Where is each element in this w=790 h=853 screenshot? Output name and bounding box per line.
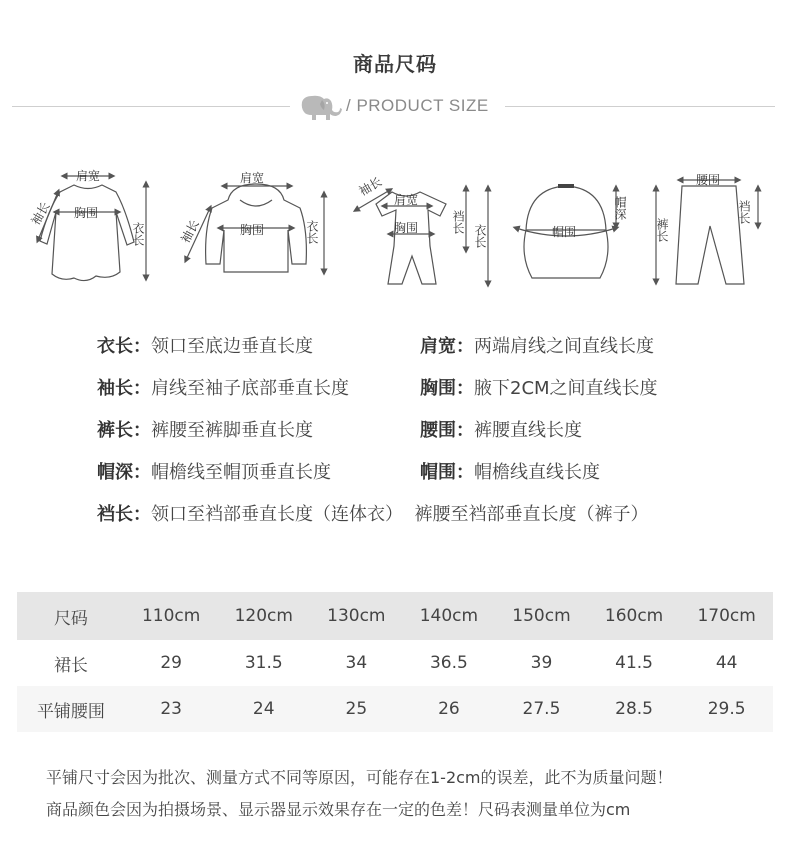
dress-chest-label: 胸围: [74, 206, 99, 220]
romper-diagram: [356, 188, 488, 284]
table-cell: 25: [310, 686, 403, 732]
definition-item: 帽围：帽檐线直线长度: [420, 462, 600, 483]
hoodie-chest-label: 胸围: [240, 223, 265, 237]
romper-crotch-label: 裆长: [451, 210, 465, 234]
romper-shoulder-label: 肩宽: [394, 193, 419, 207]
divider-left: [12, 106, 290, 107]
hoodie-length-label: 衣长: [305, 220, 319, 244]
table-header-row: [17, 592, 773, 640]
definition-item: 衣长：领口至底边垂直长度: [97, 336, 313, 357]
table-header-cell: 110cm: [125, 592, 218, 640]
notes: [46, 762, 673, 826]
definition-item: 裆长：领口至裆部垂直长度（连体衣） 裤腰至裆部垂直长度（裤子）: [97, 504, 649, 525]
definition-item: 胸围：腋下2CM之间直线长度: [420, 378, 658, 399]
table-header-cell: 130cm: [310, 592, 403, 640]
size-table: [17, 592, 773, 732]
table-cell: 44: [715, 653, 738, 673]
table-header-cell: 150cm: [495, 592, 588, 640]
table-cell: 29: [160, 653, 182, 673]
pants-crotch-label: 裆长: [737, 200, 751, 224]
page-title: 商品尺码: [353, 52, 437, 76]
dress-shoulder-label: 肩宽: [76, 169, 101, 183]
table-cell: 29.5: [680, 686, 773, 732]
page-subtitle: / PRODUCT SIZE: [346, 96, 489, 115]
definition-item: 帽深：帽檐线至帽顶垂直长度: [97, 462, 331, 483]
diagram-canvas: [0, 160, 790, 300]
pants-length-label: 裤长: [655, 218, 669, 242]
dress-sleeve-label: 袖长: [28, 199, 53, 228]
table-cell: 裙长: [53, 655, 88, 676]
hoodie-sleeve-label: 袖长: [178, 217, 202, 246]
table-cell: 31.5: [244, 653, 283, 673]
table-row: [17, 686, 773, 732]
romper-chest-label: 胸围: [394, 221, 419, 235]
definition-item: 肩宽：两端肩线之间直线长度: [420, 336, 654, 357]
table-cell: 34: [345, 653, 368, 673]
table-row: [17, 640, 773, 686]
divider-right: [505, 106, 775, 107]
table-cell: 平铺腰围: [17, 686, 125, 732]
definition-item: 腰围：裤腰直线长度: [420, 420, 582, 441]
table-cell: 26: [403, 686, 496, 732]
romper-length-label: 衣长: [473, 224, 487, 248]
dress-length-label: 衣长: [131, 222, 145, 246]
table-cell: 41.5: [615, 653, 653, 673]
table-cell: 28.5: [588, 686, 681, 732]
romper-sleeve-label: 袖长: [356, 174, 385, 199]
table-cell: 39: [530, 653, 553, 673]
table-cell: 24: [217, 686, 310, 732]
table-cell: 36.5: [429, 653, 468, 673]
dress-diagram: [38, 176, 146, 281]
subtitle-row: [0, 92, 790, 122]
note-line: 商品颜色会因为拍摄场景、显示器显示效果存在一定的色差！尺码表测量单位为cm: [46, 800, 631, 819]
note-line: 平铺尺寸会因为批次、测量方式不同等原因，可能存在1-2cm的误差，此不为质量问题！: [46, 768, 673, 787]
table-header-cell: 140cm: [403, 592, 496, 640]
definition-item: 裤长：裤腰至裤脚垂直长度: [97, 420, 313, 441]
hat-circumference-label: 帽围: [552, 225, 577, 239]
table-header-cell: 120cm: [217, 592, 310, 640]
pants-diagram: [656, 180, 758, 284]
hoodie-shoulder-label: 肩宽: [240, 171, 265, 185]
pants-waist-label: 腰围: [696, 173, 721, 187]
table-header-cell: 170cm: [680, 592, 773, 640]
table-cell: 27.5: [495, 686, 588, 732]
hat-depth-label: 帽深: [613, 196, 627, 220]
table-header-cell: 尺码: [17, 592, 125, 640]
definition-item: 袖长：肩线至袖子底部垂直长度: [97, 378, 349, 399]
elephant-icon: [296, 94, 342, 122]
table-cell: 23: [125, 686, 218, 732]
measurement-diagrams: [0, 160, 790, 300]
table-header-cell: 160cm: [588, 592, 681, 640]
